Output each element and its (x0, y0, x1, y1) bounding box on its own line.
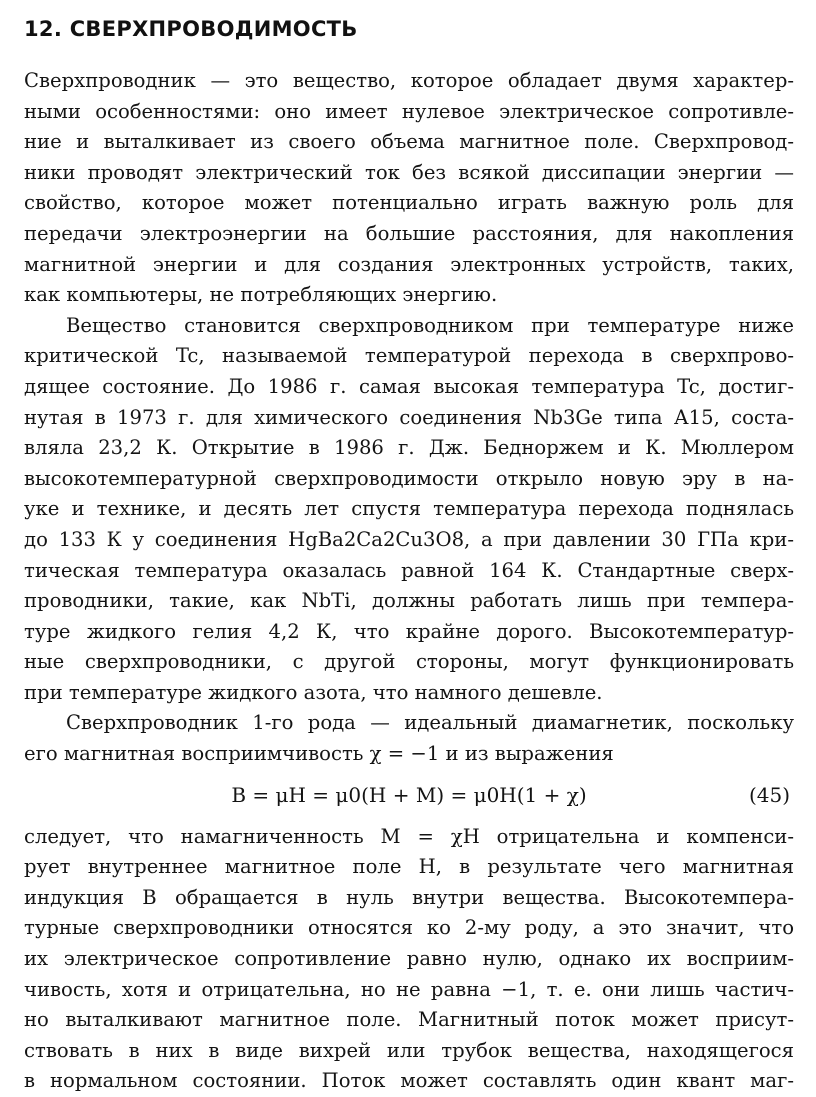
text-line: магнитной энергии и для создания электронных устройств, таких, (24, 252, 794, 276)
text-line: тическая температура оказалась равной 164 К. Стандартные сверх- (24, 558, 794, 582)
text-line: туре жидкого гелия 4,2 К, что крайне дорого. Высокотемператур- (24, 619, 794, 643)
text-line: индукция B обращается в нуль внутри вещества. Высокотемпера- (24, 885, 794, 909)
text-line: нутая в 1973 г. для химического соединения Nb3Ge типа А15, соста- (24, 405, 794, 429)
equation-45 (24, 774, 794, 816)
text-line: передачи электроэнергии на большие расстояния, для накопления (24, 221, 794, 245)
section-heading: 12. СВЕРХПРОВОДИМОСТЬ (24, 17, 358, 41)
text-line: ники проводят электрический ток без всякой диссипации энергии — (24, 160, 794, 184)
text-line: как компьютеры, не потребляющих энергию. (24, 283, 498, 307)
text-line: ными особенностями: оно имеет нулевое электрическое сопротивле- (24, 99, 794, 123)
text-line: Сверхпроводник 1-го рода — идеальный диамагнетик, поскольку (66, 711, 794, 735)
text-line: его магнитная восприимчивость χ = −1 и из выражения (24, 742, 614, 766)
text-line: турные сверхпроводники относятся ко 2-му роду, а это значит, что (24, 916, 794, 940)
text-line: но выталкивают магнитное поле. Магнитный поток может присут- (24, 1008, 794, 1032)
paragraph-3 (24, 708, 794, 769)
text-line: вляла 23,2 К. Открытие в 1986 г. Дж. Бедноржем и К. Мюллером (24, 436, 794, 460)
equation-number: (45) (748, 782, 790, 807)
text-line: ные сверхпроводники, с другой стороны, могут функционировать (24, 650, 794, 674)
equation-expression: B = μH = μ0(H + M) = μ0H(1 + χ) (231, 782, 587, 807)
text-line: чивость, хотя и отрицательна, но не равна −1, т. е. они лишь частич- (24, 977, 794, 1001)
paragraph-4 (24, 822, 794, 1097)
text-line: их электрическое сопротивление равно нулю, однако их восприим- (24, 947, 794, 971)
text-line: следует, что намагниченность M = χH отрицательна и компенси- (24, 824, 794, 848)
text-line: рует внутреннее магнитное поле H, в результате чего магнитная (24, 855, 794, 879)
text-line: критической Tc, называемой температурой перехода в сверхпрово- (24, 344, 794, 368)
paragraph-1 (24, 66, 794, 311)
text-line: в нормальном состоянии. Поток может составлять один квант маг- (24, 1069, 794, 1093)
text-line: проводники, такие, как NbTi, должны работать лишь при темпера- (24, 589, 794, 613)
text-line: дящее состояние. До 1986 г. самая высокая температура Tc, достиг- (24, 374, 794, 398)
text-line: Вещество становится сверхпроводником при температуре ниже (66, 313, 794, 337)
text-line: ствовать в них в виде вихрей или трубок вещества, находящегося (24, 1038, 794, 1062)
text-line: при температуре жидкого азота, что намного дешевле. (24, 680, 603, 704)
text-line: свойство, которое может потенциально играть важную роль для (24, 191, 794, 215)
text-line: уке и технике, и десять лет спустя температура перехода поднялась (24, 497, 794, 521)
text-line: Сверхпроводник — это вещество, которое обладает двумя характер- (24, 69, 794, 92)
paragraph-2 (24, 311, 794, 709)
text-line: высокотемпературной сверхпроводимости открыло новую эру в на- (24, 466, 794, 490)
text-line: ние и выталкивает из своего объема магнитное поле. Сверхпровод- (24, 130, 794, 154)
text-line: до 133 К у соединения HgBa2Ca2Cu3O8, а при давлении 30 ГПа кри- (24, 527, 794, 551)
